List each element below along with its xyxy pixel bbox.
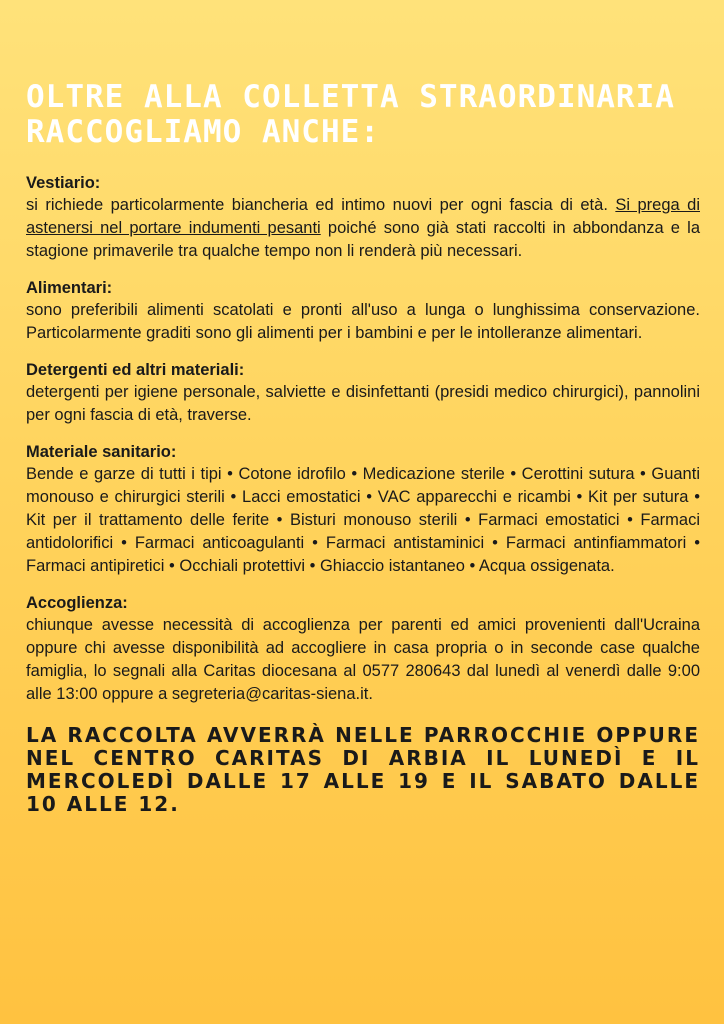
section-detergenti bbox=[26, 359, 700, 427]
section-text-part: poiché sono già stati raccolti in abbondanza e la stagione primaverile tra qualche tempo non li renderà più necessari. bbox=[26, 219, 701, 260]
section-text: Bende e garze di tutti i tipi • Cotone idrofilo • Medicazione sterile • Cerottini sutura • Guanti monouso e chirurgici sterili • Lacci emostatici • VAC apparecchi e ricambi • Kit per sutura • Kit per il trattamento delle ferite • Bisturi monouso sterili • Farmaci emostatici • Farmaci antidolorifici • Farmaci anticoagulanti • Farmaci antistaminici • Farmaci antinfiammatori • Farmaci antipiretici • Occhiali protettivi • Ghiaccio istantaneo • Acqua ossigenata. bbox=[26, 465, 700, 575]
page-title bbox=[26, 80, 700, 150]
section-heading: Detergenti ed altri materiali: bbox=[26, 361, 245, 379]
section-alimentari bbox=[26, 277, 700, 345]
title-line-1: OLTRE ALLA COLLETTA STRAORDINARIA bbox=[26, 79, 675, 115]
section-materiale-sanitario bbox=[26, 441, 700, 578]
section-heading: Materiale sanitario: bbox=[26, 443, 177, 461]
section-text: chiunque avesse necessità di accoglienza per parenti ed amici provenienti dall'Ucraina oppure chi avesse disponibilità ad accogliere in casa propria o in seconde case qualche famiglia, lo segnali alla Caritas diocesana al 0577 280643 dal lunedì al venerdì dalle 9:00 alle 13:00 oppure a segreteria@caritas-siena.it. bbox=[26, 616, 700, 703]
section-accoglienza bbox=[26, 592, 700, 706]
section-text: sono preferibili alimenti scatolati e pronti all'uso a lunga o lunghissima conservazione. Particolarmente graditi sono gli alimenti per i bambini e per le intolleranze alimentari. bbox=[26, 301, 700, 342]
title-line-2: RACCOGLIAMO ANCHE: bbox=[26, 114, 380, 150]
flyer bbox=[26, 80, 700, 836]
section-vestiario bbox=[26, 172, 700, 263]
section-text-part: si richiede particolarmente biancheria ed intimo nuovi per ogni fascia di età. bbox=[26, 196, 616, 214]
section-heading: Alimentari: bbox=[26, 279, 113, 297]
underlined-notice: Si prega di astenersi nel portare indumenti pesanti bbox=[26, 196, 700, 237]
section-text: detergenti per igiene personale, salviette e disinfettanti (presidi medico chirurgici), pannolini per ogni fascia di età, traverse. bbox=[26, 383, 700, 424]
collection-schedule: LA RACCOLTA AVVERRÀ NELLE PARROCCHIE OPPURE NEL CENTRO CARITAS DI ARBIA IL LUNEDÌ E IL MERCOLEDÌ DALLE 17 ALLE 19 E IL SABATO DALLE 10 ALLE 12. bbox=[26, 723, 700, 816]
section-heading: Accoglienza: bbox=[26, 594, 128, 612]
section-text bbox=[26, 194, 700, 263]
section-heading: Vestiario: bbox=[26, 174, 101, 192]
